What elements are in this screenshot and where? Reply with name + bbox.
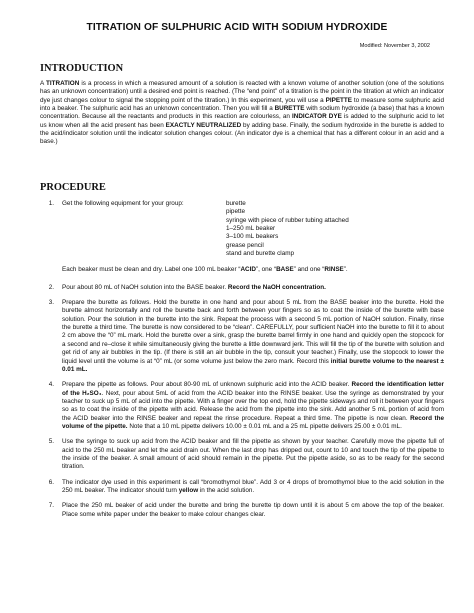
procedure-steps (40, 200, 444, 526)
equipment-item: burette (226, 200, 246, 207)
procedure-step-3: 3. Prepare the burette as follows. Hold the burette in one hand and pour about 5 mL from the BASE beaker into the burette. Hold the burette almost horizontally and roll the burette back and forth between your fingers so as to coat the inside of the burette with base solution. Pour the solution in the burette into the sink. Repeat the process with a second 5 mL portion of NaOH solution. Finally, rinse the burette a third time. The burette is now considered to be “clean”. CAREFULLY, pour sufficient NaOH into the burette to fill it to about 2 cm above the “0” mL mark. Hold the burette over a sink, grasp the burette barrel firmly in one hand and quickly open the stopcock for a second and re–close it while simultaneously giving the burette a little downward jerk. This will fill the tip of the burette with solution and get rid of any air bubbles in the tip. (If there is still an air bubble in the tip, consult your teacher.) Finally, use the stopcock to lower the liquid level until the volume is at “0” mL (or some volume just below the zero mark. Record this initial burette volume to the nearest ± 0.01 mL. (40, 299, 444, 374)
step-number: 4. (48, 381, 54, 389)
step-number: 6. (48, 478, 54, 486)
beaker-label-note: Each beaker must be clean and dry. Label one 100 mL beaker “ACID”, one “BASE” and one “RINSE”. (62, 266, 348, 274)
equipment-item: grease pencil (226, 241, 264, 249)
equipment-item: syringe with piece of rubber tubing attached (226, 216, 349, 224)
step-number: 7. (48, 502, 54, 510)
equipment-item: stand and burette clamp (226, 250, 295, 258)
procedure-step-4: 4. Prepare the pipette as follows. Pour about 80-90 mL of unknown sulphuric acid into the ACID beaker. Record the identification letter of the H₂SO₄. Next, pour about 5mL of acid from the ACID beaker into the RINSE beaker. Use the syringe as demonstrated by your teacher to suck up 5 mL of acid into the pipette. With a finger over the top end, hold the pipette sideways and roll it between your fingers so as to coat the inside of the pipette with acid. Release the acid from the pipette into the sink. Add another 5 mL portion of acid from the ACID beaker into the RINSE beaker and repeat the rinse procedure. Repeat a third time. The pipette is now clean. Record the volume of the pipette. Note that a 10 mL pipette delivers 10.00 ± 0.01 mL and a 25 mL pipette delivers 25.00 ± 0.01 mL. (40, 381, 444, 431)
equipment-lead: Get the following equipment for your group: (62, 200, 184, 207)
equipment-item: pipette (226, 208, 246, 216)
procedure-step-5: 5. Use the syringe to suck up acid from the ACID beaker and fill the pipette as shown by your teacher. Carefully move the pipette full of acid to the 250 mL beaker and let the acid drain out. When the last drop has dripped out, count to 10 and touch the tip of the pipette to the inside of the beaker. A small amount of acid should remain in the pipette. Put the pipette aside, so as to be ready for the second titration. (40, 438, 444, 471)
equipment-item: 3–100 mL beakers (226, 233, 279, 241)
procedure-step-6: 6. The indicator dye used in this experiment is call “bromothymol blue”. Add 3 or 4 drops of bromothymol blue to the acid solution in the 250 mL beaker. The indicator should turn yellow in the acid solution. (40, 479, 444, 496)
step-number: 5. (48, 438, 54, 446)
introduction-heading: INTRODUCTION (40, 63, 124, 74)
equipment-item: 1–250 mL beaker (226, 225, 276, 233)
modified-date: Modified: November 3, 2002 (359, 43, 430, 49)
procedure-step-2: 2. Pour about 80 mL of NaOH solution into the BASE beaker. Record the NaOH concentration. (40, 284, 444, 292)
document-title: TITRATION OF SULPHURIC ACID WITH SODIUM HYDROXIDE (86, 22, 388, 33)
equipment-list (226, 200, 349, 258)
procedure-step-7: 7. Place the 250 mL beaker of acid under the burette and bring the burette tip down until it is about 5 cm above the top of the beaker. Place some white paper under the beaker to make colour changes clear. (40, 502, 444, 519)
procedure-heading: PROCEDURE (40, 182, 106, 193)
step-number: 3. (48, 299, 54, 307)
introduction-paragraph: A TITRATION is a process in which a measured amount of a solution is reacted with a known volume of another solution (one of the solutions has an unknown concentration) until a desired end point is reached. (The “end point” of a titration is the point in the titration at which an indicator dye just changes colour to signal the stopping point of the titration.) In this experiment, you will use a PIPETTE to measure some sulphuric acid into a beaker. The sulphuric acid has an unknown concentration. Then you will fill a BURETTE with sodium hydroxide (a base) that has a known concentration. Because all the reactants and products in this reaction are colourless, an INDICATOR DYE is added to the sulphuric acid to let us know when all the acid present has been EXACTLY NEUTRALIZED by adding base. Finally, the sodium hydroxide in the burette is added to the acid/indicator solution until the indicator solution changes colour. (An indicator dye is a chemical that has a different colour in an acid and a base.) (40, 80, 444, 146)
step-number: 1. (48, 200, 54, 207)
step-number: 2. (48, 283, 54, 291)
procedure-step-1 (40, 200, 444, 258)
